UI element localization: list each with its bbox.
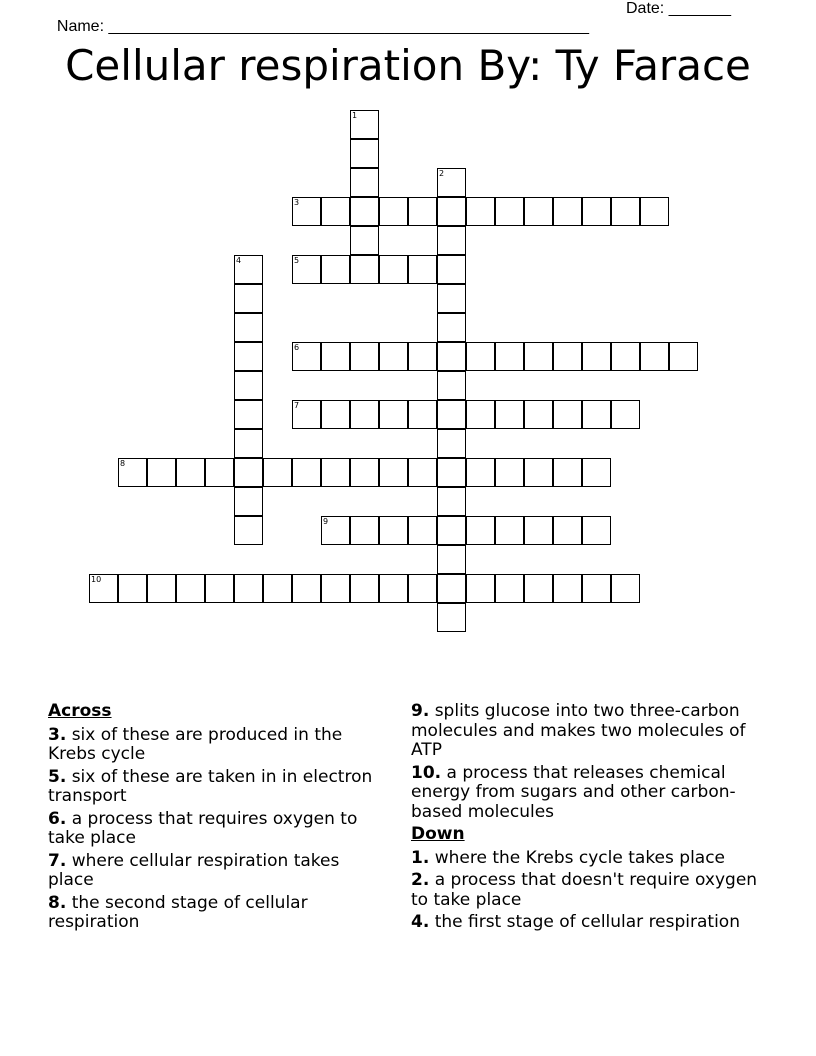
crossword-cell[interactable] [466, 197, 495, 226]
crossword-cell[interactable] [408, 574, 437, 603]
crossword-cell[interactable] [611, 197, 640, 226]
clue-across-7: 7. where cellular respiration takes place [48, 850, 340, 890]
crossword-cell[interactable] [408, 516, 437, 545]
crossword-cell[interactable] [350, 574, 379, 603]
crossword-cell[interactable] [379, 574, 408, 603]
crossword-cell[interactable] [379, 255, 408, 284]
crossword-cell[interactable] [292, 342, 321, 371]
crossword-cell[interactable] [408, 197, 437, 226]
crossword-cell[interactable] [379, 197, 408, 226]
crossword-cell[interactable] [321, 197, 350, 226]
crossword-cell[interactable] [524, 574, 553, 603]
crossword-cell[interactable] [292, 574, 321, 603]
crossword-cell[interactable] [495, 574, 524, 603]
crossword-cell[interactable] [234, 342, 263, 371]
clue-number-label: 10 [91, 575, 102, 584]
crossword-cell[interactable] [524, 458, 553, 487]
crossword-cell[interactable] [437, 284, 466, 313]
page-title: Cellular respiration By: Ty Farace [65, 41, 751, 90]
crossword-cell[interactable] [553, 400, 582, 429]
crossword-cell[interactable] [437, 429, 466, 458]
crossword-cell[interactable] [147, 458, 176, 487]
clue-across-9: 9. splits glucose into two three-carbon molecules and makes two molecules of ATP [411, 701, 746, 760]
crossword-cell[interactable] [466, 400, 495, 429]
crossword-cell[interactable] [350, 255, 379, 284]
crossword-cell[interactable] [582, 400, 611, 429]
crossword-cell[interactable] [350, 168, 379, 197]
crossword-cell[interactable] [524, 400, 553, 429]
crossword-cell[interactable] [437, 603, 466, 632]
crossword-cell[interactable] [292, 197, 321, 226]
crossword-cell[interactable] [495, 400, 524, 429]
crossword-cell[interactable] [350, 139, 379, 168]
crossword-cell[interactable] [234, 255, 263, 284]
date-field-label: Date: _______ [626, 0, 731, 17]
crossword-cell[interactable] [640, 342, 669, 371]
clue-across-3: 3. six of these are produced in the Krebs cycle [48, 724, 343, 764]
clue-down-2: 2. a process that doesn't require oxygen to take place [411, 870, 758, 910]
clue-down-4: 4. the first stage of cellular respiration [411, 912, 740, 932]
clue-number-label: 7 [294, 401, 300, 410]
crossword-cell[interactable] [89, 574, 118, 603]
across-heading: Across [48, 701, 112, 721]
crossword-cell[interactable] [321, 458, 350, 487]
clue-across-8: 8. the second stage of cellular respiration [48, 892, 308, 932]
crossword-cell[interactable] [437, 574, 466, 603]
crossword-cell[interactable] [582, 574, 611, 603]
clue-number-label: 3 [294, 198, 300, 207]
crossword-cell[interactable] [408, 400, 437, 429]
crossword-cell[interactable] [408, 458, 437, 487]
crossword-cell[interactable] [524, 197, 553, 226]
crossword-cell[interactable] [669, 342, 698, 371]
crossword-cell[interactable] [176, 458, 205, 487]
clue-down-1: 1. where the Krebs cycle takes place [411, 847, 726, 868]
clue-across-5: 5. six of these are taken in in electron transport [48, 766, 373, 806]
crossword-cell[interactable] [437, 342, 466, 371]
crossword-cell[interactable] [466, 574, 495, 603]
crossword-cell[interactable] [582, 516, 611, 545]
crossword-cell[interactable] [553, 458, 582, 487]
crossword-cell[interactable] [466, 516, 495, 545]
crossword-cell[interactable] [437, 487, 466, 516]
crossword-cell[interactable] [495, 197, 524, 226]
crossword-cell[interactable] [408, 255, 437, 284]
crossword-cell[interactable] [582, 342, 611, 371]
crossword-cell[interactable] [495, 342, 524, 371]
crossword-cell[interactable] [524, 516, 553, 545]
crossword-cell[interactable] [582, 458, 611, 487]
crossword-cell[interactable] [292, 458, 321, 487]
crossword-cell[interactable] [437, 226, 466, 255]
crossword-cell[interactable] [379, 400, 408, 429]
crossword-cell[interactable] [176, 574, 205, 603]
crossword-cell[interactable] [234, 487, 263, 516]
crossword-cell[interactable] [379, 458, 408, 487]
crossword-cell[interactable] [234, 313, 263, 342]
clue-number-label: 1 [352, 111, 358, 120]
crossword-cell[interactable] [350, 197, 379, 226]
crossword-cell[interactable] [437, 400, 466, 429]
clues-column-right [411, 702, 771, 936]
crossword-cell[interactable] [437, 545, 466, 574]
crossword-cell[interactable] [379, 342, 408, 371]
clue-number-label: 5 [294, 256, 300, 265]
clues-column-left [48, 702, 384, 936]
crossword-cell[interactable] [234, 371, 263, 400]
crossword-cell[interactable] [437, 168, 466, 197]
crossword-cell[interactable] [350, 342, 379, 371]
crossword-cell[interactable] [350, 516, 379, 545]
crossword-cell[interactable] [292, 255, 321, 284]
crossword-cell[interactable] [321, 574, 350, 603]
crossword-cell[interactable] [205, 458, 234, 487]
crossword-cell[interactable] [350, 458, 379, 487]
crossword-cell[interactable] [466, 342, 495, 371]
crossword-cell[interactable] [118, 574, 147, 603]
crossword-cell[interactable] [611, 400, 640, 429]
down-heading: Down [411, 824, 465, 844]
clue-number-label: 9 [323, 517, 329, 526]
clue-across-6: 6. a process that requires oxygen to take place [48, 808, 358, 848]
crossword-cell[interactable] [234, 284, 263, 313]
crossword-cell[interactable] [437, 458, 466, 487]
crossword-cell[interactable] [263, 458, 292, 487]
crossword-cell[interactable] [611, 574, 640, 603]
crossword-cell[interactable] [437, 371, 466, 400]
crossword-cell[interactable] [205, 574, 234, 603]
crossword-cell[interactable] [437, 255, 466, 284]
clue-number-label: 6 [294, 343, 300, 352]
clue-across-10: 10. a process that releases chemical energy from sugars and other carbon-based molecules [411, 762, 736, 822]
crossword-cell[interactable] [292, 400, 321, 429]
crossword-cell[interactable] [495, 516, 524, 545]
crossword-cell[interactable] [466, 458, 495, 487]
crossword-cell[interactable] [234, 400, 263, 429]
name-field-label: Name: ______________________________________________________ [56, 18, 589, 35]
crossword-cell[interactable] [234, 429, 263, 458]
crossword-cell[interactable] [350, 226, 379, 255]
crossword-cell[interactable] [234, 516, 263, 545]
crossword-cell[interactable] [582, 197, 611, 226]
crossword-cell[interactable] [611, 342, 640, 371]
crossword-cell[interactable] [524, 342, 553, 371]
crossword-cell[interactable] [147, 574, 176, 603]
crossword-cell[interactable] [234, 458, 263, 487]
clue-number-label: 4 [236, 256, 242, 265]
clue-number-label: 2 [439, 169, 445, 178]
crossword-cell[interactable] [640, 197, 669, 226]
crossword-cell[interactable] [408, 342, 437, 371]
crossword-cell[interactable] [263, 574, 292, 603]
crossword-cell[interactable] [553, 574, 582, 603]
crossword-cell[interactable] [321, 516, 350, 545]
crossword-cell[interactable] [495, 458, 524, 487]
crossword-cell[interactable] [321, 400, 350, 429]
crossword-cell[interactable] [437, 313, 466, 342]
crossword-cell[interactable] [553, 516, 582, 545]
clue-number-label: 8 [120, 459, 126, 468]
crossword-cell[interactable] [234, 574, 263, 603]
crossword-cell[interactable] [437, 516, 466, 545]
crossword-cell[interactable] [321, 342, 350, 371]
crossword-cell[interactable] [437, 197, 466, 226]
crossword-cell[interactable] [350, 400, 379, 429]
crossword-cell[interactable] [553, 197, 582, 226]
crossword-cell[interactable] [350, 110, 379, 139]
crossword-cell[interactable] [118, 458, 147, 487]
crossword-cell[interactable] [553, 342, 582, 371]
crossword-cell[interactable] [321, 255, 350, 284]
crossword-cell[interactable] [379, 516, 408, 545]
